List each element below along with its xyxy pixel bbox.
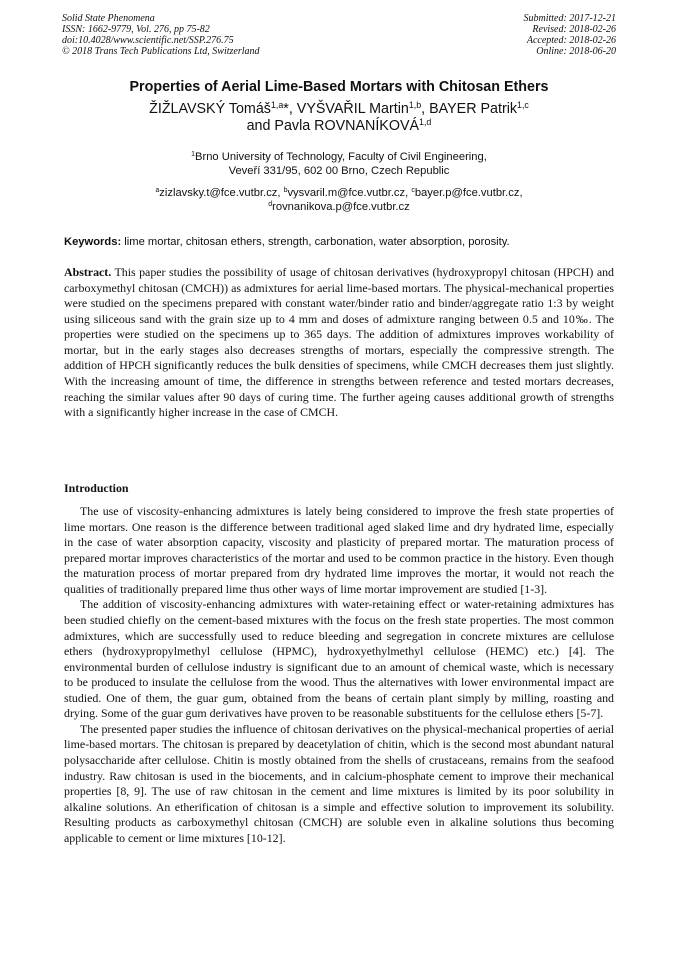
author-line-2: and Pavla ROVNANÍKOVÁ$^{1,d}$ [246,117,432,134]
author-list [40,101,638,135]
section-heading-introduction: Introduction [64,481,129,495]
author-vysvaril: VYŠVAŘIL Martin [296,101,409,117]
journal-name: Solid State Phenomena [62,13,155,24]
author-bayer: BAYER Patrik [429,101,518,117]
author-zizlavsky: ŽIŽLAVSKÝ Tomáš [149,101,271,117]
journal-copyright: © 2018 Trans Tech Publications Ltd, Switzerland [62,46,260,57]
date-submitted: Submitted: 2017-12-21 [523,13,616,24]
abstract [64,265,614,421]
journal-issn: ISSN: 1662-9779, Vol. 276, pp 75-82 [62,24,210,35]
abstract-label: Abstract. [64,265,112,279]
keywords-label: Keywords: [64,236,122,248]
keywords [64,235,616,249]
affiliation-line-2: Veveří 331/95, 602 00 Brno, Czech Republic [228,165,450,177]
journal-info [62,13,260,57]
keywords-text: lime mortar, chitosan ethers, strength, carbonation, water absorption, porosity. [121,236,510,248]
affiliation: $^1$Brno University of Technology, Faculty of Civil Engineering, Veveří 331/95, 602 00 Brno, Czech Republic [40,150,638,178]
email-b[interactable]: vysvaril.m@fce.vutbr.cz, [287,187,412,199]
author-rovnanikova: and Pavla ROVNANÍKOVÁ [246,118,420,134]
date-accepted: Accepted: 2018-02-26 [526,35,616,46]
publication-dates [524,13,617,57]
affiliation-line-1: Brno University of Technology, Faculty of Civil Engineering, [195,151,487,163]
email-list: $^a$zizlavsky.t@fce.vutbr.cz, $^b$vysvaril.m@fce.vutbr.cz, $^c$bayer.p@fce.vutbr.cz, $^d$rovnanikova.p@fce.vutbr.cz [155,187,523,213]
email-a[interactable]: zizlavsky.t@fce.vutbr.cz, [159,187,284,199]
journal-doi[interactable]: doi:10.4028/www.scientific.net/SSP.276.75 [62,35,234,46]
date-online: Online: 2018-06-20 [536,46,616,57]
date-revised: Revised: 2018-02-26 [532,24,616,35]
intro-paragraph-3: The presented paper studies the influence of chitosan derivatives on the physical-mechanical properties of aerial lime-based mortars. The chitosan is prepared by deacetylation of chitin, which is the second most abundant natural polysaccharide after cellulose. Chitin is mostly obtained from the shells of crustaceans, remains from the seafood industry. Raw chitosan is used in the biocements, and in calcium-phosphate cement to improve their mechanical properties [8, 9]. The use of raw chitosan in the cement and lime mixtures is limited by its poor solubility in alkaline solutions. An etherification of chitosan is a simple and effective solution to improvement its solubility. Resulting products as carboxymethyl chitosan (CMCH) are soluble even in alkaline solutions thus becoming applicable to cement or lime mixtures [10-12]. [64,721,614,845]
author-line-1: ŽIŽLAVSKÝ Tomáš$^{1,a}$*, VYŠVAŘIL Martin$^{1,b}$, BAYER Patrik$^{1,c}$ [149,100,529,117]
intro-paragraph-1: The use of viscosity-enhancing admixtures is lately being considered to improve the fresh state properties of lime mortars. One reason is the difference between traditional aged slaked lime and dry hydrated lime, especially in the case of water absorption capacity, viscosity and plasticity of prepared mortar. The maturation process of prepared mortar improves characteristics of the mortar and used to be common practice in the history. Even though the maturation process of mortar prepared from dry hydrated lime improves the mortar, it would not reach the qualities of traditionally prepared lime thus other ways of lime mortar improvement are studied [1-3]. [64,504,614,596]
paper-title: Properties of Aerial Lime-Based Mortars with Chitosan Ethers [129,79,549,95]
email-c[interactable]: bayer.p@fce.vutbr.cz, [414,187,523,199]
intro-paragraph-2: The addition of viscosity-enhancing admixtures with water-retaining effect or water-retaining admixtures has been studied chiefly on the cement-based mixtures with the focus on the fresh state properties. The most common admixtures, which are successfully used to reduce bleeding and segregation in concrete mixtures are cellulose ethers (hydroxypropylmethyl cellulose (HPMC), hydroxyethylmethyl cellulose (HEMC) etc.) [4]. The environmental burden of cellulose industry is significant due to an amount of chemical waste, which is necessary to be produced to insulate the cellulose from the wood. Thus the alternatives with lower environmental impact are studied. One of them, the guar gum, obtained from the beans of certain plant simply by milling, roasting and drying. Some of the guar gum derivatives have proven to be reasonable substituents for the cellulose ethers [5-7]. [64,597,614,721]
email-d[interactable]: rovnanikova.p@fce.vutbr.cz [272,201,410,213]
abstract-text: This paper studies the possibility of usage of chitosan derivatives (hydroxypropyl chitosan (HPCH) and carboxymethyl chitosan (CMCH)) as admixtures for aerial lime-based mortars. The physical-mechanical properties were studied on the specimens prepared with constant water/binder ratio and binder/aggregate ratio 1:3 by weight using siliceous sand with the grain size up to 4 mm and doses of admixture ranging between 0.5 and 10‰. The properties were studied on the specimens up to 365 days. The addition of admixtures improves workability of mortar, but in the early stages also decreases strengths of mortars, especially the compressive strength. The addition of HPCH significantly reduces the bulk densities of specimens, while CMCH decreases them just slightly. With the increasing amount of time, the difference in strengths between reference and tested mortars decreases, reaching the similar values after 90 days of curing time. The further ageing causes additional growth of strengths with a significantly higher increase in the case of CMCH. [64,265,614,420]
introduction-body [64,504,614,846]
